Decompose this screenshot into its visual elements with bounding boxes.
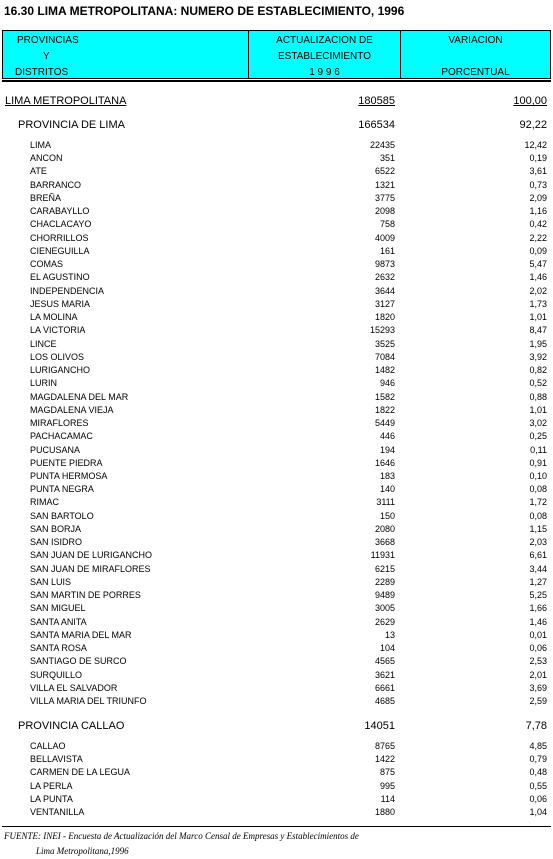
row-value: 166534 bbox=[358, 119, 395, 131]
row-percent: 2,01 bbox=[529, 669, 547, 680]
row-value: 9873 bbox=[374, 259, 395, 270]
row-value: 3775 bbox=[374, 192, 395, 203]
table-row bbox=[0, 258, 553, 270]
table-row bbox=[0, 152, 553, 164]
row-value: 2080 bbox=[374, 523, 395, 534]
row-percent: 0,06 bbox=[529, 643, 547, 654]
table-bottom-rule bbox=[2, 826, 551, 827]
row-percent: 0,25 bbox=[529, 431, 547, 442]
row-percent: 4,85 bbox=[529, 741, 547, 751]
row-name: CARMEN DE LA LEGUA bbox=[30, 767, 131, 778]
header-label: 1 9 9 6 bbox=[309, 67, 340, 78]
row-name: CALLAO bbox=[30, 741, 66, 751]
header-label: ACTUALIZACION DE bbox=[276, 35, 373, 46]
row-percent: 2,53 bbox=[529, 656, 547, 667]
row-percent: 3,69 bbox=[529, 682, 547, 693]
table-row bbox=[0, 655, 553, 667]
row-percent: 2,59 bbox=[529, 696, 547, 707]
row-value: 875 bbox=[379, 767, 395, 778]
row-value: 140 bbox=[379, 484, 395, 495]
row-value: 3668 bbox=[374, 537, 395, 548]
header-rule bbox=[2, 80, 551, 82]
row-name: PUNTA HERMOSA bbox=[30, 471, 108, 481]
page-title: 16.30 LIMA METROPOLITANA: NUMERO DE ESTABLECIMIENTO, 1996 bbox=[4, 4, 405, 18]
table-row bbox=[0, 536, 553, 548]
table-row bbox=[0, 311, 553, 323]
row-value: 3644 bbox=[374, 285, 395, 296]
row-percent: 0,10 bbox=[529, 471, 547, 481]
row-name: RIMAC bbox=[30, 497, 59, 508]
row-percent: 0,06 bbox=[529, 793, 547, 804]
table-row bbox=[0, 205, 553, 217]
row-name: VENTANILLA bbox=[30, 807, 85, 817]
header-label: Y bbox=[43, 51, 50, 62]
row-value: 1582 bbox=[374, 391, 395, 402]
table-row bbox=[0, 285, 553, 297]
row-name: LURIGANCHO bbox=[30, 365, 91, 376]
table-row bbox=[0, 682, 553, 694]
row-value: 8765 bbox=[374, 741, 395, 751]
row-value: 1321 bbox=[374, 179, 395, 190]
row-percent: 0,08 bbox=[529, 510, 547, 521]
row-value: 104 bbox=[379, 643, 395, 654]
row-name: PUCUSANA bbox=[30, 444, 81, 455]
row-percent: 1,04 bbox=[529, 807, 547, 817]
row-value: 1822 bbox=[374, 404, 395, 415]
row-percent: 3,61 bbox=[529, 166, 547, 177]
row-percent: 7,78 bbox=[525, 720, 547, 732]
header-label: PORCENTUAL bbox=[441, 67, 510, 78]
row-percent: 5,25 bbox=[529, 590, 547, 601]
row-percent: 0,52 bbox=[529, 378, 547, 389]
row-value: 14051 bbox=[364, 720, 395, 732]
row-name: LA PERLA bbox=[30, 780, 73, 791]
row-value: 183 bbox=[379, 471, 395, 481]
row-name: COMAS bbox=[30, 259, 64, 270]
row-percent: 0,73 bbox=[529, 179, 547, 190]
table-row bbox=[0, 417, 553, 429]
row-name: BARRANCO bbox=[30, 179, 82, 190]
row-name: LA MOLINA bbox=[30, 312, 78, 323]
table-row bbox=[0, 669, 553, 681]
row-value: 351 bbox=[379, 153, 395, 164]
row-percent: 1,66 bbox=[529, 603, 547, 614]
row-value: 114 bbox=[380, 793, 395, 804]
row-percent: 2,03 bbox=[529, 537, 547, 548]
header-label: VARIACION bbox=[448, 35, 503, 46]
table-row bbox=[0, 483, 553, 495]
table-row bbox=[0, 165, 553, 177]
table-row bbox=[0, 576, 553, 588]
row-name: LURIN bbox=[30, 378, 58, 389]
row-value: 3111 bbox=[376, 497, 395, 508]
row-percent: 0,55 bbox=[529, 780, 547, 791]
table-row bbox=[0, 377, 553, 389]
row-name: INDEPENDENCIA bbox=[30, 285, 105, 296]
table-row bbox=[0, 457, 553, 469]
row-percent: 100,00 bbox=[513, 95, 547, 107]
row-percent: 1,27 bbox=[529, 576, 547, 587]
table-row bbox=[0, 563, 553, 575]
row-value: 3005 bbox=[374, 603, 395, 614]
table-row bbox=[0, 444, 553, 456]
row-name: CARABAYLLO bbox=[30, 206, 90, 217]
row-value: 2632 bbox=[374, 272, 395, 283]
row-name: CHORRILLOS bbox=[30, 232, 89, 243]
table-row bbox=[0, 139, 553, 151]
footer-source: FUENTE: INEI - Encuesta de Actualización del Marco Censal de Empresas y Establecimientos de bbox=[4, 831, 359, 841]
row-name: LIMA METROPOLITANA bbox=[5, 95, 127, 107]
row-percent: 0,48 bbox=[529, 767, 547, 778]
row-percent: 0,82 bbox=[529, 365, 547, 376]
row-name: PUENTE PIEDRA bbox=[30, 457, 103, 468]
row-name: ANCON bbox=[30, 153, 63, 164]
header-col-variacion bbox=[401, 31, 550, 78]
table-row bbox=[0, 766, 553, 778]
row-name: PUNTA NEGRA bbox=[30, 484, 94, 495]
row-percent: 0,08 bbox=[529, 484, 547, 495]
row-name: EL AGUSTINO bbox=[30, 272, 90, 283]
row-percent: 1,46 bbox=[529, 616, 547, 627]
row-name: CIENEGUILLA bbox=[30, 245, 90, 256]
footer-source-cont: Lima Metropolitana,1996 bbox=[36, 846, 129, 856]
row-name: SURQUILLO bbox=[30, 669, 83, 680]
header-col-provincias bbox=[3, 31, 248, 78]
province-row bbox=[0, 719, 553, 733]
table-row bbox=[0, 496, 553, 508]
table-row bbox=[0, 589, 553, 601]
table-row bbox=[0, 404, 553, 416]
row-name: LIMA bbox=[30, 140, 52, 150]
header-label: ESTABLECIMIENTO bbox=[278, 51, 371, 62]
row-percent: 1,15 bbox=[529, 523, 547, 534]
row-name: SAN JUAN DE MIRAFLORES bbox=[30, 563, 151, 574]
row-percent: 1,72 bbox=[529, 497, 547, 508]
province-row bbox=[0, 118, 553, 132]
row-value: 1422 bbox=[374, 754, 395, 765]
row-value: 4565 bbox=[374, 656, 395, 667]
row-percent: 6,61 bbox=[529, 550, 547, 561]
table-row bbox=[0, 695, 553, 707]
row-name: SANTA ANITA bbox=[30, 616, 87, 627]
table-row bbox=[0, 510, 553, 522]
table-row bbox=[0, 753, 553, 765]
row-percent: 1,01 bbox=[529, 312, 547, 323]
row-value: 13 bbox=[384, 629, 395, 640]
row-percent: 0,09 bbox=[529, 245, 547, 256]
row-value: 1880 bbox=[374, 807, 395, 817]
table-row bbox=[0, 232, 553, 244]
table-row bbox=[0, 324, 553, 336]
table-row bbox=[0, 642, 553, 654]
row-name: PACHACAMAC bbox=[30, 431, 93, 442]
row-name: SANTIAGO DE SURCO bbox=[30, 656, 127, 667]
row-value: 11931 bbox=[370, 550, 395, 561]
row-percent: 3,92 bbox=[529, 351, 547, 362]
row-percent: 8,47 bbox=[529, 325, 547, 336]
row-value: 6661 bbox=[374, 682, 395, 693]
row-name: SAN LUIS bbox=[30, 576, 72, 587]
table-row bbox=[0, 793, 553, 805]
row-percent: 0,11 bbox=[530, 444, 547, 455]
row-value: 6522 bbox=[374, 166, 395, 177]
row-value: 1820 bbox=[374, 312, 395, 323]
row-value: 180585 bbox=[358, 95, 395, 107]
row-value: 22435 bbox=[369, 140, 395, 150]
row-value: 946 bbox=[379, 378, 395, 389]
row-name: LA VICTORIA bbox=[30, 325, 86, 336]
table-row bbox=[0, 602, 553, 614]
row-value: 2289 bbox=[374, 576, 395, 587]
table-row bbox=[0, 245, 553, 257]
row-percent: 2,22 bbox=[529, 232, 547, 243]
row-name: LINCE bbox=[30, 338, 57, 349]
table-row bbox=[0, 338, 553, 350]
row-percent: 0,42 bbox=[529, 219, 547, 230]
row-name: SAN BARTOLO bbox=[30, 510, 94, 521]
row-percent: 1,16 bbox=[529, 206, 547, 217]
row-value: 150 bbox=[379, 510, 395, 521]
row-percent: 2,09 bbox=[529, 192, 547, 203]
row-percent: 0,01 bbox=[529, 629, 547, 640]
row-percent: 0,88 bbox=[529, 391, 547, 402]
row-name: SANTA ROSA bbox=[30, 643, 87, 654]
row-name: MAGDALENA VIEJA bbox=[30, 404, 114, 415]
row-value: 15293 bbox=[369, 325, 395, 336]
row-value: 194 bbox=[379, 444, 395, 455]
table-row bbox=[0, 271, 553, 283]
row-name: BELLAVISTA bbox=[30, 754, 83, 765]
row-value: 2098 bbox=[374, 206, 395, 217]
row-name: VILLA MARIA DEL TRIUNFO bbox=[30, 696, 147, 707]
row-value: 2629 bbox=[374, 616, 395, 627]
row-value: 7084 bbox=[374, 351, 395, 362]
row-percent: 1,73 bbox=[529, 298, 547, 309]
row-name: LA PUNTA bbox=[30, 793, 73, 804]
row-name: VILLA EL SALVADOR bbox=[30, 682, 118, 693]
row-percent: 1,95 bbox=[529, 338, 547, 349]
table-header bbox=[2, 30, 551, 79]
table-row bbox=[0, 549, 553, 561]
row-percent: 0,91 bbox=[529, 457, 547, 468]
row-percent: 0,19 bbox=[529, 153, 547, 164]
row-value: 161 bbox=[379, 245, 395, 256]
table-row bbox=[0, 629, 553, 641]
header-label: DISTRITOS bbox=[15, 67, 69, 78]
table-row bbox=[0, 218, 553, 230]
table-row bbox=[0, 780, 553, 792]
row-value: 3525 bbox=[374, 338, 395, 349]
row-percent: 2,02 bbox=[529, 285, 547, 296]
table-row bbox=[0, 391, 553, 403]
row-value: 446 bbox=[379, 431, 395, 442]
header-col-actualizacion bbox=[249, 31, 400, 78]
row-percent: 92,22 bbox=[519, 119, 547, 131]
row-value: 9489 bbox=[374, 590, 395, 601]
row-name: ATE bbox=[30, 166, 47, 177]
row-name: MIRAFLORES bbox=[30, 418, 89, 429]
row-value: 5449 bbox=[374, 418, 395, 429]
row-name: SAN MARTIN DE PORRES bbox=[30, 590, 141, 601]
row-value: 1646 bbox=[374, 457, 395, 468]
row-percent: 1,01 bbox=[529, 404, 547, 415]
row-name: LOS OLIVOS bbox=[30, 351, 85, 362]
row-name: SANTA MARIA DEL MAR bbox=[30, 629, 132, 640]
row-percent: 3,02 bbox=[529, 418, 547, 429]
row-name: SAN MIGUEL bbox=[30, 603, 86, 614]
row-percent: 0,79 bbox=[529, 754, 547, 765]
table-row bbox=[0, 470, 553, 482]
table-row bbox=[0, 523, 553, 535]
row-name: CHACLACAYO bbox=[30, 219, 92, 230]
total-row bbox=[0, 94, 553, 108]
table-row bbox=[0, 364, 553, 376]
table-row bbox=[0, 298, 553, 310]
row-name: SAN BORJA bbox=[30, 523, 82, 534]
row-name: SAN JUAN DE LURIGANCHO bbox=[30, 550, 153, 561]
row-value: 4685 bbox=[374, 696, 395, 707]
table-row bbox=[0, 806, 553, 818]
table-row bbox=[0, 616, 553, 628]
row-name: SAN ISIDRO bbox=[30, 537, 83, 548]
row-value: 758 bbox=[379, 219, 395, 230]
header-label bbox=[401, 49, 550, 65]
row-value: 4009 bbox=[374, 232, 395, 243]
row-name: BREÑA bbox=[30, 192, 62, 203]
row-percent: 5,47 bbox=[529, 259, 547, 270]
table-row bbox=[0, 179, 553, 191]
table-row bbox=[0, 430, 553, 442]
row-value: 3621 bbox=[374, 669, 395, 680]
row-name: MAGDALENA DEL MAR bbox=[30, 391, 129, 402]
row-percent: 1,46 bbox=[529, 272, 547, 283]
table-row bbox=[0, 740, 553, 752]
row-percent: 12,42 bbox=[524, 140, 547, 150]
table-row bbox=[0, 351, 553, 363]
row-name: PROVINCIA DE LIMA bbox=[18, 119, 125, 131]
row-value: 6215 bbox=[374, 563, 395, 574]
row-value: 1482 bbox=[374, 365, 395, 376]
row-name: JESUS MARIA bbox=[30, 298, 91, 309]
row-value: 3127 bbox=[374, 298, 395, 309]
header-label: PROVINCIAS bbox=[17, 35, 79, 46]
row-percent: 3,44 bbox=[529, 563, 547, 574]
row-value: 995 bbox=[379, 780, 395, 791]
row-name: PROVINCIA CALLAO bbox=[18, 720, 125, 732]
table-row bbox=[0, 192, 553, 204]
